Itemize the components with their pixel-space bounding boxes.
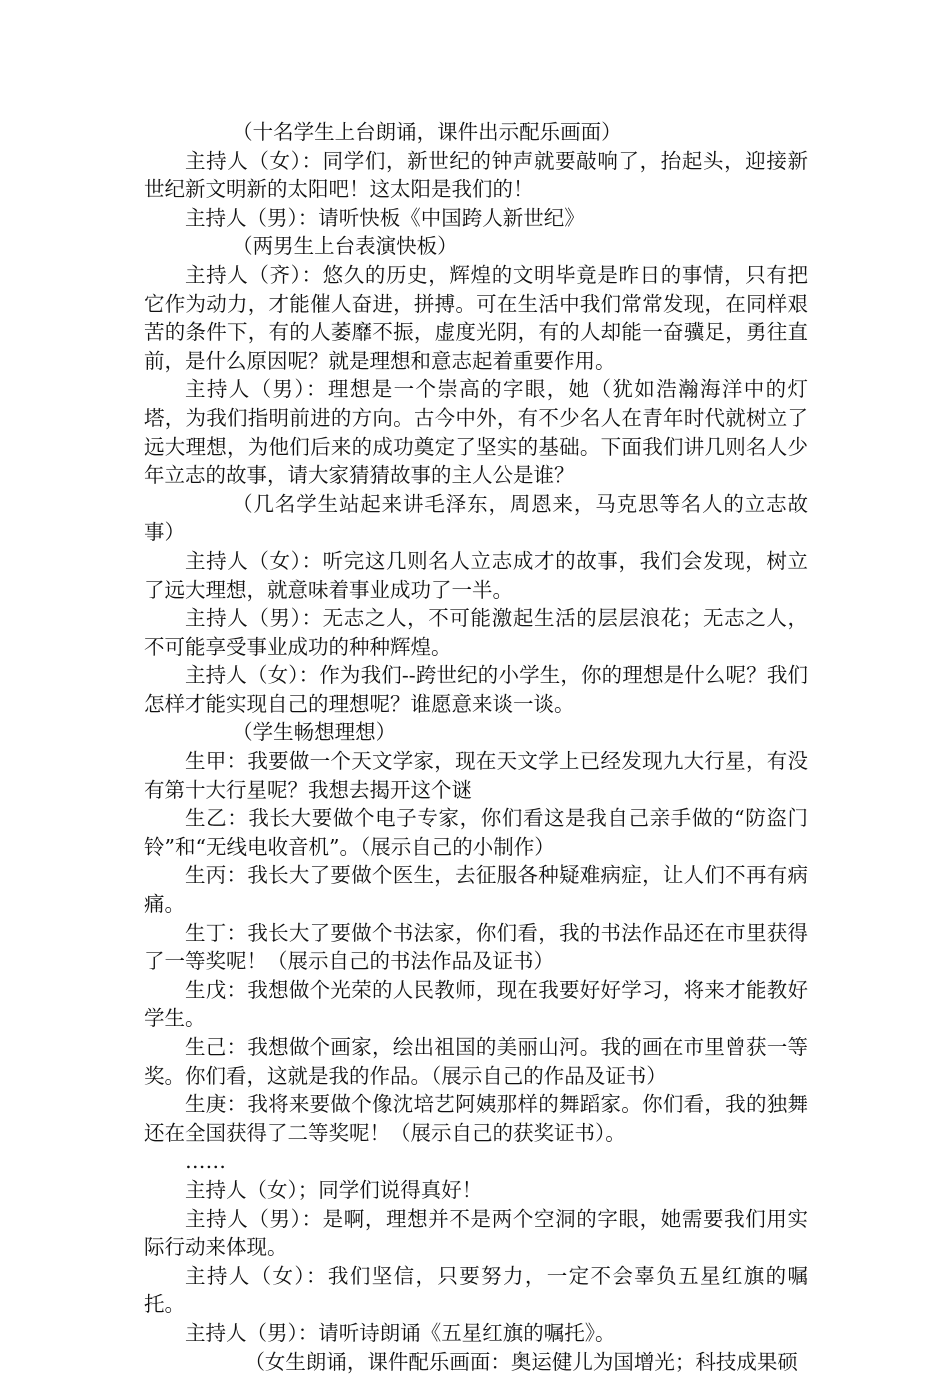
host-line-female: 主持人（女）：同学们，新世纪的钟声就要敲响了，抬起头，迎接新世纪新文明新的太阳吧！这太阳是我们的！ (144, 148, 808, 202)
stage-direction: （十名学生上台朗诵，课件出示配乐画面） (232, 120, 622, 144)
student-line: 生丁：我长大了要做个书法家，你们看，我的书法作品还在市里获得了一等奖呢！（展示自己的书法作品及证书） (144, 920, 808, 974)
host-line-male: 主持人（男）：无志之人，不可能激起生活的层层浪花；无志之人，不可能享受事业成功的种种辉煌。 (144, 606, 808, 659)
host-line-female: 主持人（女）：听完这几则名人立志成才的故事，我们会发现，树立了远大理想，就意味着事业成功了一半。 (144, 548, 808, 602)
ellipsis-line: …… (185, 1149, 226, 1174)
student-line: 生庚：我将来要做个像沈培艺阿姨那样的舞蹈家。你们看，我的独舞还在全国获得了二等奖呢！（展示自己的获奖证书）。 (144, 1092, 808, 1145)
student-line: 生戊：我想做个光荣的人民教师，现在我要好好学习，将来才能教好学生。 (144, 977, 808, 1031)
host-line-together: 主持人（齐）：悠久的历史，辉煌的文明毕竟是昨日的事情，只有把它作为动力，才能催人奋进，拼搏。可在生活中我们常常发现，在同样艰苦的条件下，有的人萎靡不振，虚度光阴，有的人却能一奋骥足，勇往直前，是什么原因呢？就是理想和意志起着重要作用。 (144, 262, 808, 373)
stage-direction: （学生畅想理想） (232, 720, 397, 745)
host-line-female: 主持人（女）；同学们说得真好！ (185, 1177, 483, 1202)
host-line-male: 主持人（男）：是啊，理想并不是两个空洞的字眼，她需要我们用实际行动来体现。 (144, 1206, 808, 1260)
student-line: 生乙：我长大要做个电子专家，你们看这是我自己亲手做的“防盗门铃”和“无线电收音机”。（展示自己的小制作） (144, 806, 808, 859)
host-line-female: 主持人（女）：我们坚信，只要努力，一定不会辜负五星红旗的嘱托。 (144, 1263, 808, 1317)
student-line: 生丙：我长大了要做个医生，去征服各种疑难病症，让人们不再有病痛。 (144, 863, 808, 917)
stage-direction: （几名学生站起来讲毛泽东，周恩来，马克思等名人的立志故事） (144, 491, 808, 545)
student-line: 生己：我想做个画家，绘出祖国的美丽山河。我的画在市里曾获一等奖。你们看，这就是我的作品。（展示自己的作品及证书） (144, 1035, 808, 1088)
host-line-male: 主持人（男）：请听诗朗诵《五星红旗的嘱托》。 (185, 1320, 616, 1345)
host-line-male: 主持人（男）：理想是一个崇高的字眼，她（犹如浩瀚海洋中的灯塔，为我们指明前进的方向。古今中外，有不少名人在青年时代就树立了远大理想，为他们后来的成功奠定了坚实的基础。下面我们讲几则名人少年立志的故事，请大家猜猜故事的主人公是谁？ (144, 377, 808, 488)
document-body (144, 118, 808, 1376)
student-line: 生甲：我要做一个天文学家，现在天文学上已经发现九大行星，有没有第十大行星呢？我想去揭开这个谜 (144, 749, 808, 802)
stage-direction: （女生朗诵，课件配乐画面：奥运健儿为国增光；科技成果硕 (244, 1349, 798, 1374)
host-line-male: 主持人（男）：请听快板《中国跨人新世纪》 (185, 205, 585, 230)
host-line-female: 主持人（女）：作为我们--跨世纪的小学生，你的理想是什么呢？我们怎样才能实现自己的理想呢？谁愿意来谈一谈。 (144, 663, 808, 716)
stage-direction: （两男生上台表演快板） (232, 234, 458, 259)
